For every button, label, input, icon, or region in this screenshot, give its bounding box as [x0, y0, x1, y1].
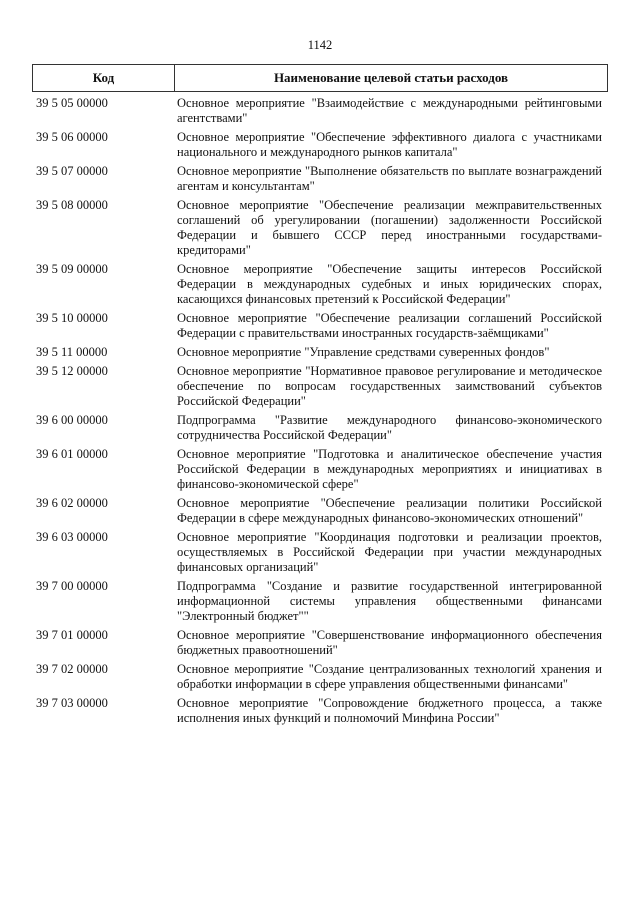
row-code: 39 5 09 00000 — [36, 262, 108, 276]
row-code: 39 6 00 00000 — [36, 413, 108, 427]
table-row — [32, 345, 608, 360]
row-code: 39 5 07 00000 — [36, 164, 108, 178]
row-name: Основное мероприятие "Обеспечение защиты интересов Российской Федерации в международных судебных и иных юридических спорах, касающихся финансовых претензий к Российской Федерации" — [177, 262, 602, 306]
row-code: 39 5 12 00000 — [36, 364, 108, 378]
row-code: 39 7 00 00000 — [36, 579, 108, 593]
row-name: Основное мероприятие "Сопровождение бюджетного процесса, а также исполнения иных функций и полномочий Минфина России" — [177, 696, 602, 725]
table-row — [32, 628, 608, 658]
row-code: 39 5 06 00000 — [36, 130, 108, 144]
row-code: 39 6 01 00000 — [36, 447, 108, 461]
header-name: Наименование целевой статьи расходов — [273, 70, 509, 85]
row-name: Основное мероприятие "Подготовка и аналитическое обеспечение участия Российской Федерации в международных мероприятиях и инициативах в финансово-экономической сфере" — [177, 447, 602, 491]
table-row — [32, 413, 608, 443]
table-row — [32, 96, 608, 126]
row-name: Подпрограмма "Создание и развитие государственной интегрированной информационной системы управления общественными финансами "Электронный бюджет"" — [177, 579, 602, 623]
row-name: Основное мероприятие "Нормативное правовое регулирование и методическое обеспечение по вопросам государственных заимствований субъектов Российской Федерации" — [177, 364, 602, 408]
row-code: 39 7 02 00000 — [36, 662, 108, 676]
row-name: Основное мероприятие "Создание централизованных технологий хранения и обработки информации в сфере управления общественными финансами" — [177, 662, 602, 691]
table-row — [32, 130, 608, 160]
table-row — [32, 530, 608, 575]
row-name: Подпрограмма "Развитие международного финансово-экономического сотрудничества Российской Федерации" — [177, 413, 602, 442]
row-code: 39 5 05 00000 — [36, 96, 108, 110]
table-row — [32, 696, 608, 726]
row-code: 39 5 08 00000 — [36, 198, 108, 212]
table-row — [32, 447, 608, 492]
table-row — [32, 364, 608, 409]
row-name: Основное мероприятие "Выполнение обязательств по выплате вознаграждений агентам и консультантам" — [177, 164, 602, 193]
row-code: 39 7 03 00000 — [36, 696, 108, 710]
row-code: 39 5 11 00000 — [36, 345, 108, 359]
row-name: Основное мероприятие "Управление средствами суверенных фондов" — [177, 345, 550, 359]
row-name: Основное мероприятие "Обеспечение реализации межправительственных соглашений об урегулировании (погашении) задолженности Российской Федерации и бывшего СССР перед иностранными государствами-кредиторами" — [177, 198, 602, 257]
table-row — [32, 311, 608, 341]
table-header — [32, 64, 608, 92]
table-row — [32, 262, 608, 307]
row-name: Основное мероприятие "Обеспечение реализации соглашений Российской Федерации с правительствами иностранных государств-заёмщиками" — [177, 311, 602, 340]
row-name: Основное мероприятие "Совершенствование информационного обеспечения бюджетных правоотношений" — [177, 628, 602, 657]
row-name: Основное мероприятие "Координация подготовки и реализации проектов, осуществляемых в Российской Федерации при участии международных финансовых организаций" — [177, 530, 602, 574]
row-code: 39 6 03 00000 — [36, 530, 108, 544]
table-row — [32, 164, 608, 194]
row-code: 39 7 01 00000 — [36, 628, 108, 642]
table-row — [32, 496, 608, 526]
header-code: Код — [33, 65, 175, 91]
table-row — [32, 198, 608, 258]
row-name: Основное мероприятие "Обеспечение реализации политики Российской Федерации в сфере международных финансово-экономических отношений" — [177, 496, 602, 525]
table-row — [32, 579, 608, 624]
row-code: 39 5 10 00000 — [36, 311, 108, 325]
page-number: 1142 — [307, 38, 333, 52]
row-code: 39 6 02 00000 — [36, 496, 108, 510]
table-row — [32, 662, 608, 692]
row-name: Основное мероприятие "Обеспечение эффективного диалога с участниками национального и международного рынков капитала" — [177, 130, 602, 159]
row-name: Основное мероприятие "Взаимодействие с международными рейтинговыми агентствами" — [177, 96, 602, 125]
table-body — [32, 96, 608, 730]
